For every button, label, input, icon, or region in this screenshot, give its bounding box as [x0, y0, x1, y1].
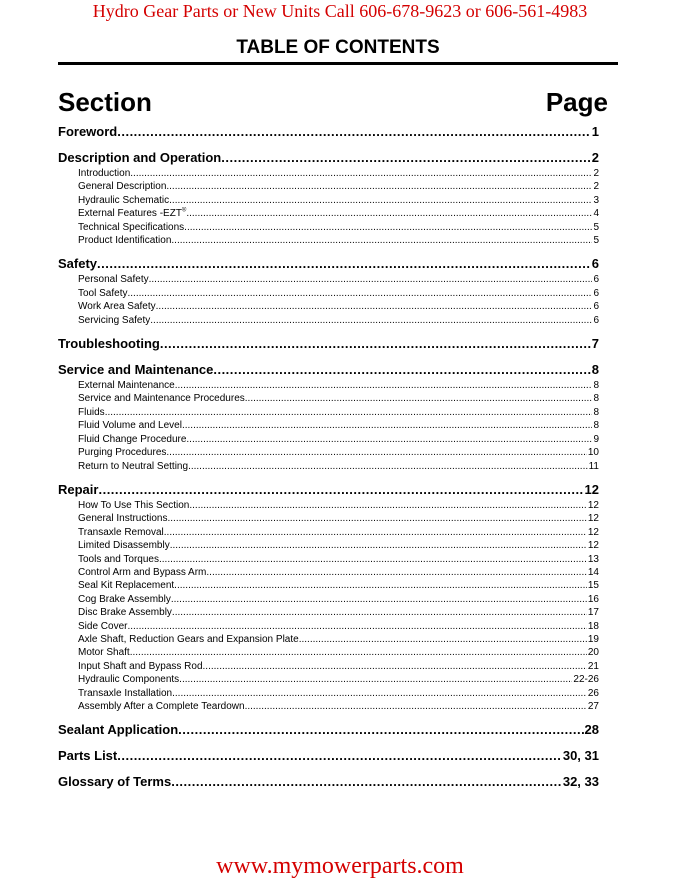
toc-section-group	[58, 721, 599, 739]
dot-leader	[245, 700, 587, 713]
dealer-banner: Hydro Gear Parts or New Units Call 606-678-9623 or 606-561-4983	[92, 1, 588, 21]
toc-subentry-page: 12	[587, 526, 599, 538]
dot-leader	[175, 379, 593, 392]
dot-leader	[117, 747, 562, 765]
toc-subentry[interactable]	[58, 234, 599, 247]
dot-leader	[206, 566, 586, 579]
title-divider	[58, 62, 618, 65]
dot-leader	[171, 234, 592, 247]
dot-leader	[130, 167, 592, 180]
toc-subentry-text: How To Use This Section	[78, 499, 190, 511]
toc-section-title: Glossary of Terms	[58, 774, 172, 790]
toc-section-group	[58, 255, 599, 327]
dot-leader	[179, 673, 572, 686]
toc-section-group	[58, 123, 599, 141]
toc-subentry-text: Fluid Change Procedure	[78, 433, 187, 445]
dot-leader	[160, 335, 591, 353]
toc-subentry[interactable]	[58, 566, 599, 579]
toc-section-page: 28	[584, 722, 599, 738]
dot-leader	[156, 300, 593, 313]
toc-subentry[interactable]	[58, 499, 599, 512]
dot-leader	[149, 273, 593, 286]
toc-subentry-label	[78, 593, 171, 606]
toc-subentry-page: 10	[587, 447, 599, 459]
dot-leader	[186, 207, 592, 220]
dot-leader	[170, 539, 587, 552]
toc-subentry[interactable]	[58, 194, 599, 207]
dot-leader	[213, 361, 590, 379]
toc-subentry-text: Seal Kit Replacement	[78, 580, 175, 592]
toc-subentry-page: 27	[587, 701, 599, 712]
toc-subentry-text: Work Area Safety	[78, 301, 156, 313]
toc-section-title: Description and Operation	[58, 150, 222, 165]
toc-section-title: Safety	[58, 256, 98, 272]
toc-subentry[interactable]	[58, 606, 599, 619]
toc-subentry-text: Fluids	[78, 406, 105, 418]
toc-subentry-page: 12	[587, 499, 599, 511]
toc-subentry[interactable]	[58, 460, 599, 473]
toc-subentry-page: 2	[593, 168, 599, 179]
toc-subentry-text: Servicing Safety	[78, 314, 151, 326]
toc-subentry-text: Hydraulic Schematic	[78, 194, 170, 206]
toc-section-page: 2	[591, 150, 599, 165]
toc-subentry-page: 19	[587, 633, 599, 645]
dot-leader	[127, 287, 592, 300]
toc-subentry-page: 26	[587, 687, 599, 699]
toc-subentry-label	[78, 234, 171, 247]
dot-leader	[150, 314, 592, 327]
dot-leader	[178, 721, 583, 739]
toc-subentry-label	[78, 273, 149, 286]
toc-subentry-label	[78, 646, 130, 659]
toc-subentry-page: 11	[588, 460, 599, 472]
toc-subentry-text: External Maintenance	[78, 380, 175, 392]
dot-leader	[117, 123, 591, 141]
toc-subentry-label	[78, 446, 166, 459]
toc-section-group	[58, 149, 599, 247]
toc-subentry-label	[78, 553, 159, 566]
toc-subentry-text: Transaxle Installation	[78, 687, 173, 699]
dot-leader	[166, 446, 586, 459]
toc-section-page: 8	[591, 362, 599, 378]
toc-subentry-page: 6	[593, 314, 599, 326]
toc-subentry-page: 8	[593, 393, 599, 405]
toc-subentry-label	[78, 512, 168, 525]
toc-subentry-label	[78, 566, 206, 579]
toc-subentry-page: 21	[587, 660, 599, 672]
toc-subentry-label	[78, 392, 245, 405]
table-of-contents	[58, 123, 599, 799]
toc-subentry-text: Service and Maintenance Procedures	[78, 393, 245, 405]
toc-section-entry[interactable]	[58, 481, 599, 499]
toc-section-page: 7	[591, 336, 599, 352]
toc-subentry-page: 16	[587, 593, 599, 605]
toc-subentry-label	[78, 379, 175, 392]
toc-subentry-label	[78, 526, 164, 539]
toc-subentry-label	[78, 579, 174, 592]
dot-leader	[299, 633, 587, 646]
section-column-header: Section	[58, 87, 152, 117]
dot-leader	[169, 194, 592, 207]
toc-subentry[interactable]	[58, 673, 599, 686]
toc-subentry[interactable]	[58, 526, 599, 539]
toc-subentry[interactable]	[58, 314, 599, 327]
toc-subentry-text: General Description	[78, 181, 167, 193]
toc-subentry-text: Axle Shaft, Reduction Gears and Expansion Plate	[78, 633, 299, 645]
toc-subentry-label	[78, 207, 186, 220]
dot-leader	[105, 406, 593, 419]
toc-subentry[interactable]	[58, 646, 599, 659]
toc-subentry-page: 12	[587, 513, 599, 525]
toc-section-entry[interactable]	[58, 149, 599, 167]
toc-subentry-page: 9	[593, 433, 599, 445]
toc-section-entry[interactable]	[58, 773, 599, 791]
toc-subentry-page: 5	[593, 221, 599, 233]
dot-leader	[164, 526, 587, 539]
toc-subentry-text: Personal Safety	[78, 274, 149, 286]
dot-leader	[221, 149, 591, 167]
toc-section-entry[interactable]	[58, 123, 599, 141]
dot-leader	[127, 620, 586, 633]
toc-subentry[interactable]	[58, 287, 599, 300]
toc-subentry[interactable]	[58, 633, 599, 646]
toc-subentry-text: Limited Disassembly	[78, 540, 170, 552]
toc-subentry-text: Return to Neutral Setting	[78, 460, 189, 472]
toc-section-entry[interactable]	[58, 747, 599, 765]
toc-section-title: Parts List	[58, 748, 118, 764]
toc-subentry-label	[78, 300, 156, 313]
toc-section-entry[interactable]	[58, 255, 599, 273]
toc-subentry[interactable]	[58, 273, 599, 286]
toc-section-entry[interactable]	[58, 361, 599, 379]
toc-subentry-text: Input Shaft and Bypass Rod	[78, 660, 203, 672]
toc-subentry[interactable]	[58, 406, 599, 419]
toc-section-group	[58, 773, 599, 791]
toc-subentry[interactable]	[58, 687, 599, 700]
toc-subentry-label	[78, 194, 169, 207]
toc-section-title: Troubleshooting	[58, 336, 160, 352]
dot-leader	[171, 593, 587, 606]
toc-subentry-text: Fluid Volume and Level	[78, 420, 182, 432]
toc-subentry-page: 14	[587, 566, 599, 578]
toc-subentry-page: 2	[593, 181, 599, 193]
toc-subentry[interactable]	[58, 553, 599, 566]
footer-url[interactable]: www.mymowerparts.com	[216, 853, 464, 879]
toc-subentry-text: Control Arm and Bypass Arm	[78, 566, 207, 578]
toc-subentry-page: 8	[593, 406, 599, 418]
toc-subentry-page: 18	[587, 620, 599, 632]
toc-subentry-text: General Instructions	[78, 513, 168, 525]
dot-leader	[203, 660, 587, 673]
toc-subentry[interactable]	[58, 419, 599, 432]
toc-subentry-text: External Features -EZT	[78, 208, 182, 220]
toc-subentry-text: Product Identification	[78, 235, 172, 247]
toc-subentry[interactable]	[58, 379, 599, 392]
dot-leader	[168, 512, 587, 525]
toc-subentry-label	[78, 539, 170, 552]
toc-subentry-text: Disc Brake Assembly	[78, 607, 172, 619]
toc-section-group	[58, 335, 599, 353]
toc-subentry[interactable]	[58, 207, 599, 220]
toc-subentry[interactable]	[58, 300, 599, 313]
toc-subentry-page: 17	[587, 607, 599, 619]
toc-section-page: 12	[584, 481, 599, 497]
toc-subentry-label	[78, 606, 172, 619]
toc-section-page: 6	[591, 256, 599, 272]
toc-subentry-page: 12	[587, 540, 599, 552]
toc-section-group	[58, 481, 599, 714]
dot-leader	[171, 773, 562, 791]
dot-leader	[172, 606, 587, 619]
toc-subentry-label	[78, 660, 203, 673]
toc-subentry-page: 5	[593, 235, 599, 247]
toc-subentry-page: 6	[593, 301, 599, 313]
toc-subentry-text: Hydraulic Components	[78, 674, 180, 686]
toc-section-entry[interactable]	[58, 721, 599, 739]
toc-subentry-text: Motor Shaft	[78, 647, 130, 659]
toc-subentry-page: 3	[593, 194, 599, 206]
toc-subentry[interactable]	[58, 593, 599, 606]
toc-subentry-text: Introduction	[78, 168, 131, 179]
dot-leader	[98, 481, 583, 499]
toc-subentry[interactable]	[58, 392, 599, 405]
toc-subentry-label	[78, 673, 179, 686]
toc-subentry-text: Transaxle Removal	[78, 526, 164, 538]
toc-section-group	[58, 361, 599, 473]
toc-subentry-page: 13	[587, 553, 599, 565]
toc-subentry-label	[78, 620, 127, 633]
toc-subentry[interactable]	[58, 446, 599, 459]
toc-subentry-label	[78, 433, 186, 446]
toc-section-title: Foreword	[58, 124, 118, 139]
dot-leader	[174, 579, 587, 592]
toc-subentry-label	[78, 167, 130, 180]
toc-subentry[interactable]	[58, 221, 599, 234]
toc-subentry-page: 20	[587, 647, 599, 659]
toc-subentry-text: Tools and Torques	[78, 553, 159, 565]
registered-mark: ®	[181, 207, 187, 214]
toc-section-group	[58, 747, 599, 765]
toc-subentry-label	[78, 221, 184, 234]
toc-subentry-label	[78, 406, 105, 419]
toc-subentry-text: Cog Brake Assembly	[78, 593, 171, 605]
toc-section-page: 30, 31	[562, 748, 599, 764]
toc-section-page: 1	[591, 124, 599, 139]
dot-leader	[186, 433, 592, 446]
toc-subentry[interactable]	[58, 620, 599, 633]
dot-leader	[97, 255, 591, 273]
toc-subentry-page: 15	[587, 580, 599, 592]
toc-subentry-page: 6	[593, 287, 599, 299]
dot-leader	[130, 646, 587, 659]
toc-section-title: Sealant Application	[58, 722, 179, 738]
toc-subentry-label	[78, 700, 245, 713]
toc-subentry-label	[78, 633, 299, 646]
toc-subentry[interactable]	[58, 512, 599, 525]
dot-leader	[189, 499, 587, 512]
toc-subentry-label	[78, 287, 127, 300]
toc-section-page: 32, 33	[562, 774, 599, 790]
toc-subentry-label	[78, 314, 150, 327]
toc-subentry-page: 4	[593, 208, 599, 220]
toc-subentry-page: 8	[593, 420, 599, 432]
toc-subentry[interactable]	[58, 579, 599, 592]
toc-subentry-label	[78, 499, 189, 512]
dot-leader	[184, 221, 592, 234]
toc-subentry-label	[78, 419, 182, 432]
toc-subentry-page: 8	[593, 380, 599, 392]
toc-subentry-text: Tool Safety	[78, 287, 128, 299]
page-column-header: Page	[545, 87, 608, 117]
dot-leader	[245, 392, 593, 405]
toc-subentry[interactable]	[58, 700, 599, 713]
toc-subentry[interactable]	[58, 660, 599, 673]
dot-leader	[182, 419, 592, 432]
toc-subentry[interactable]	[58, 167, 599, 180]
page-title: TABLE OF CONTENTS	[236, 37, 440, 58]
toc-subentry-label	[78, 460, 188, 473]
toc-subentry-text: Purging Procedures	[78, 447, 167, 459]
dot-leader	[188, 460, 588, 473]
toc-subentry[interactable]	[58, 180, 599, 193]
dot-leader	[166, 180, 592, 193]
toc-subentry-text: Assembly After a Complete Teardown	[78, 701, 245, 712]
dot-leader	[159, 553, 587, 566]
toc-subentry-text: Technical Specifications	[78, 221, 185, 233]
toc-subentry-page: 6	[593, 274, 599, 286]
toc-subentry-label	[78, 180, 166, 193]
toc-subentry[interactable]	[58, 539, 599, 552]
toc-subentry-page: 22-26	[573, 674, 599, 686]
dot-leader	[172, 687, 587, 700]
toc-subentry[interactable]	[58, 433, 599, 446]
toc-subentry-label	[78, 687, 172, 700]
toc-section-title: Repair	[58, 481, 99, 497]
toc-subentry-text: Side Cover	[78, 620, 128, 632]
toc-section-entry[interactable]	[58, 335, 599, 353]
toc-section-title: Service and Maintenance	[58, 362, 214, 378]
